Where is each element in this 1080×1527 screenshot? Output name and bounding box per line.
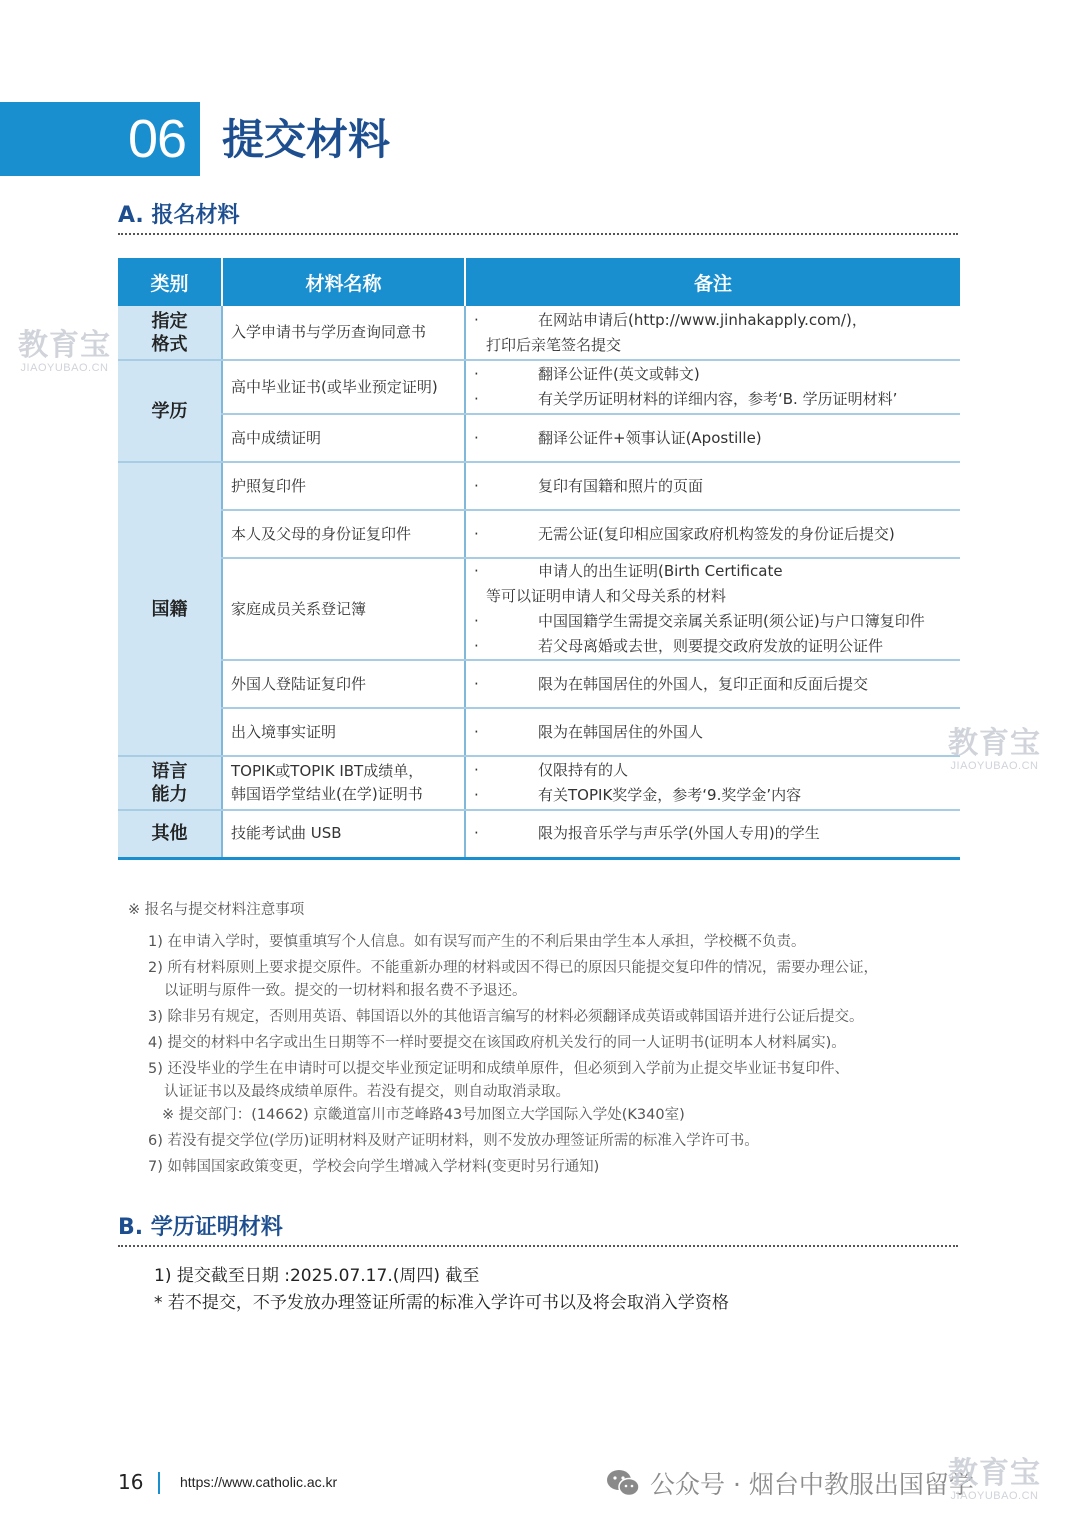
remarks-cell [465,360,960,414]
material-name-cell [222,462,465,510]
watermark-text: 教育宝 [948,726,1041,761]
remarks-cell [465,414,960,462]
column-header: 类别 [118,258,222,306]
watermark-sub: JIAOYUBAO.CN [950,1490,1039,1502]
material-name-cell [222,414,465,462]
category-cell [118,810,222,858]
table-row [118,756,960,810]
notes-title: ※ 报名与提交材料注意事项 [128,902,305,918]
remarks-cell [465,306,960,360]
material-name: 技能考试曲 USB [231,824,342,843]
remarks-cell [465,462,960,510]
material-name-cell [222,558,465,660]
bullet-icon: · [474,786,479,804]
material-name-cell [222,306,465,360]
bullet-icon: · [474,390,479,408]
section-number: 06 [128,109,187,169]
category-line: 指定 [151,310,188,332]
remark-line [474,584,952,609]
table-row [118,462,960,510]
remark-line [474,634,952,659]
remarks-cell [465,810,960,858]
remark-text: 仅限持有的人 [538,761,629,779]
note-line: ※ 提交部门：(14662) 京畿道富川市芝峰路43号加图立大学国际入学处(K340室) [162,1107,685,1123]
bullet-icon: · [474,524,479,543]
remark-text: 在网站申请后(http://www.jinhakapply.com/)， [538,310,867,329]
note-item [148,1130,958,1153]
material-name: 高中毕业证书(或毕业预定证明) [231,377,438,396]
remark-line [474,720,952,745]
divider [118,1245,958,1247]
remark-text: 有关TOPIK奖学金，参考‘9.奖学金’内容 [538,786,802,804]
material-name-cell [222,510,465,558]
category-cell [118,756,222,810]
bullet-icon: · [474,365,479,383]
material-name: TOPIK或TOPIK IBT成绩单， [231,762,424,780]
material-name: 本人及父母的身份证复印件 [231,524,412,543]
remark-line [474,783,952,808]
materials-table [118,258,960,860]
wechat-icon [606,1469,640,1503]
category-cell [118,306,222,360]
material-name-cell [222,708,465,756]
note-line: 认证证书以及最终成绩单原件。若没有提交，则自动取消录取。 [164,1084,570,1100]
footer-url: https://www.catholic.ac.kr [180,1474,338,1490]
watermark-text: 教育宝 [18,328,111,363]
remark-line [474,308,952,333]
remark-text: 无需公证(复印相应国家政府机构签发的身份证后提交) [538,524,895,543]
wechat-label [606,1465,974,1503]
category-cell [118,462,222,756]
category-line: 能力 [151,784,188,805]
material-name: 外国人登陆证复印件 [231,674,367,693]
note-item [148,931,958,954]
remark-line [474,758,952,783]
remarks-cell [465,708,960,756]
table-header-row [118,258,960,306]
watermark [948,728,1041,772]
remark-line [474,333,952,358]
table-row [118,510,960,558]
warning-line: * 若不提交，不予发放办理签证所需的标准入学许可书以及将会取消入学资格 [154,1293,729,1313]
remark-line [474,559,952,584]
remark-line [474,474,952,499]
column-header: 备注 [465,258,960,306]
material-name: 护照复印件 [231,476,307,495]
remark-text: 限为报音乐学与声乐学(外国人专用)的学生 [538,824,820,843]
deadline-line: 1) 提交截至日期 :2025.07.17.(周四) 截至 [154,1266,480,1286]
page-title: 提交材料 [222,115,391,164]
table-row [118,708,960,756]
remark-text: 若父母离婚或去世，则要提交政府发放的证明公证件 [538,637,884,655]
divider [118,233,958,235]
section-b-title: B. 学历证明材料 [118,1215,283,1240]
note-item [148,1058,958,1127]
remark-text: 有关学历证明材料的详细内容，参考‘B. 学历证明材料’ [538,390,898,408]
material-name: 高中成绩证明 [231,428,322,447]
category-line: 国籍 [151,598,188,620]
remark-text: 复印有国籍和照片的页面 [538,476,704,495]
note-line: 6) 若没有提交学位(学历)证明材料及财产证明材料，则不发放办理签证所需的标准入学许可书。 [148,1133,759,1149]
remark-line [474,821,952,846]
material-name: 家庭成员关系登记簿 [231,599,367,618]
remark-line [474,362,952,387]
section-b-content [154,1263,729,1317]
material-name: 出入境事实证明 [231,722,337,741]
remarks-cell [465,510,960,558]
bullet-icon: · [474,824,479,843]
remarks-cell [465,756,960,810]
remark-text: 限为在韩国居住的外国人，复印正面和反面后提交 [538,674,869,693]
remark-text: 限为在韩国居住的外国人 [538,722,704,741]
note-line: 4) 提交的材料中名字或出生日期等不一样时要提交在该国政府机关发行的同一人证明书(证明本人材料属实)。 [148,1035,846,1051]
watermark-text: 教育宝 [948,1456,1041,1491]
table-row [118,660,960,708]
watermark-sub: JIAOYUBAO.CN [20,362,109,374]
material-name: 韩国语学堂结业(在学)证明书 [231,785,423,803]
note-line: 2) 所有材料原则上要求提交原件。不能重新办理的材料或因不得已的原因只能提交复印件的情况，需要办理公证， [148,960,878,976]
remark-text: 中国国籍学生需提交亲属关系证明(须公证)与户口簿复印件 [538,612,925,630]
watermark [18,330,111,374]
remark-line [474,387,952,412]
category-line: 学历 [151,400,188,422]
remark-text: 翻译公证件(英文或韩文) [538,365,700,383]
table-row [118,360,960,414]
bullet-icon: · [474,761,479,779]
bullet-icon: · [474,310,479,329]
bullet-icon: · [474,562,479,580]
table-row [118,810,960,858]
category-line: 语言 [151,761,188,782]
material-name-cell [222,756,465,810]
material-name: 入学申请书与学历查询同意书 [231,323,427,341]
table-row [118,414,960,462]
wechat-text: 公众号 · 烟台中教服出国留学 [650,1470,974,1499]
remark-text: 申请人的出生证明(Birth Certificate [538,562,783,580]
category-cell [118,360,222,462]
page-number: 16 [118,1470,144,1494]
note-item [148,957,958,1003]
remark-line [474,522,952,547]
note-line: 1) 在申请入学时，要慎重填写个人信息。如有误写而产生的不利后果由学生本人承担，学校概不负责。 [148,934,806,950]
remark-line [474,672,952,697]
remark-line [474,426,952,451]
note-item [148,1156,958,1179]
notes [128,898,958,1182]
watermark [948,1458,1041,1502]
bullet-icon: · [474,476,479,495]
column-header: 材料名称 [222,258,465,306]
section-a-title: A. 报名材料 [118,203,240,228]
note-item [148,1032,958,1055]
material-name-cell [222,810,465,858]
bullet-icon: · [474,428,479,447]
remarks-cell [465,660,960,708]
category-line: 其他 [151,823,188,845]
remarks-cell [465,558,960,660]
table-row [118,558,960,660]
remark-text: 打印后亲笔签名提交 [486,335,622,354]
note-line: 以证明与原件一致。提交的一切材料和报名费不予退还。 [164,983,527,999]
remark-line [474,609,952,634]
material-name-cell [222,360,465,414]
material-name-cell [222,660,465,708]
bullet-icon: · [474,612,479,630]
note-line: 3) 除非另有规定，否则用英语、韩国语以外的其他语言编写的材料必须翻译成英语或韩国语并进行公证后提交。 [148,1009,864,1025]
bullet-icon: · [474,674,479,693]
remark-text: 翻译公证件+领事认证(Apostille) [538,428,762,447]
bullet-icon: · [474,722,479,741]
footer-separator [158,1472,160,1494]
watermark-sub: JIAOYUBAO.CN [950,760,1039,772]
remark-text: 等可以证明申请人和父母关系的材料 [486,587,727,605]
category-line: 格式 [151,333,188,355]
table-row [118,306,960,360]
note-item [148,1006,958,1029]
note-line: 5) 还没毕业的学生在申请时可以提交毕业预定证明和成绩单原件，但必须到入学前为止提交毕业证书复印件、 [148,1061,849,1077]
bullet-icon: · [474,637,479,655]
note-line: 7) 如韩国国家政策变更，学校会向学生增减入学材料(变更时另行通知) [148,1159,600,1175]
